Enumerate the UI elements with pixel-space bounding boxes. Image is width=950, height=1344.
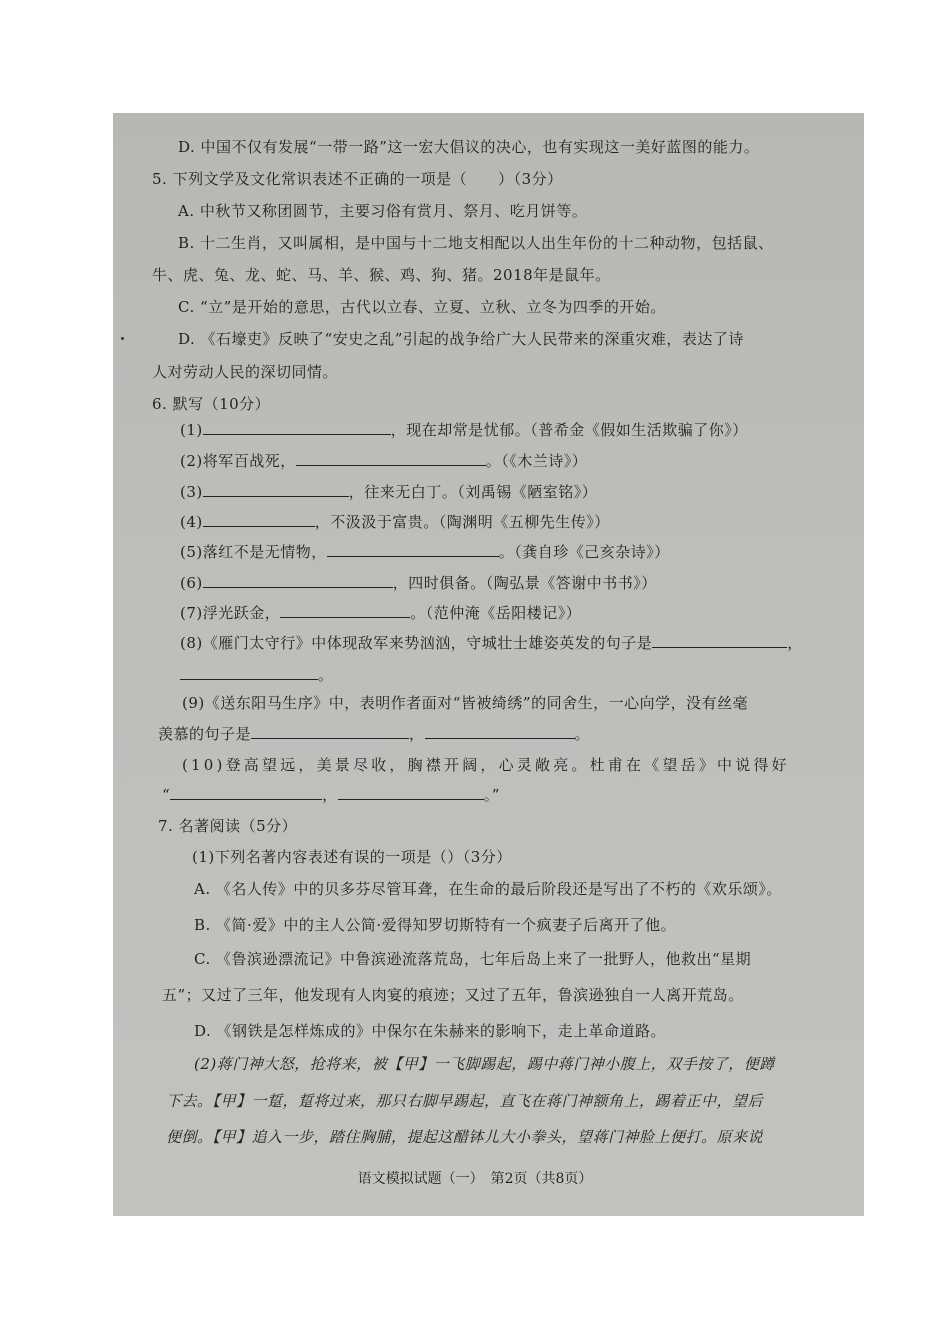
q5-option-c: C. “立”是开始的意思，古代以立春、立夏、立秋、立冬为四季的开始。: [178, 298, 666, 316]
answer-blank[interactable]: [425, 724, 575, 739]
q7-part-2-passage-cont: 下去。【甲】一踅，踅将过来，那只右脚早踢起，直飞在蒋门神额角上，踢着正中，望后: [166, 1092, 764, 1110]
q5-option-b: B. 十二生肖，又叫属相，是中国与十二地支相配以人出生年份的十二种动物，包括鼠、: [178, 234, 774, 252]
q5-option-d-cont: 人对劳动人民的深切同情。: [152, 363, 339, 381]
answer-blank[interactable]: [296, 451, 486, 466]
answer-blank[interactable]: [203, 573, 393, 588]
q6-item-3: (3) ，往来无白丁。（刘禹锡《陋室铭》）: [180, 483, 598, 501]
page-footer: 语文模拟试题（一） 第2页（共8页）: [357, 1171, 593, 1187]
q7-option-b: B. 《简·爱》中的主人公简·爱得知罗切斯特有一个疯妻子后离开了他。: [194, 916, 677, 934]
q6-item-2: (2)将军百战死， 。（《木兰诗》）: [180, 452, 588, 470]
answer-blank[interactable]: [280, 603, 410, 618]
q7-part-2-passage-cont2: 便倒。【甲】追入一步，踏住胸脯，提起这醋钵儿大小拳头，望蒋门神脸上便打。原来说: [166, 1128, 764, 1146]
answer-blank[interactable]: [180, 665, 318, 680]
q6-item-7: (7)浮光跃金， 。（范仲淹《岳阳楼记》）: [180, 604, 582, 622]
q5-option-b-cont: 牛、虎、兔、龙、蛇、马、羊、猴、鸡、狗、猪。2018年是鼠年。: [152, 266, 611, 284]
q6-item-9-cont: 羡慕的句子是 ， 。: [158, 725, 591, 743]
q6-item-4: (4) ，不汲汲于富贵。（陶渊明《五柳先生传》）: [180, 513, 610, 531]
q6-item-8: (8)《雁门太守行》中体现敌军来势汹汹，守城壮士雄姿英发的句子是 ，: [180, 634, 803, 652]
q7-part-1: (1)下列名著内容表述有误的一项是（）（3分）: [192, 848, 512, 866]
q5-option-a: A. 中秋节又称团圆节，主要习俗有赏月、祭月、吃月饼等。: [178, 202, 588, 220]
q7-option-a: A. 《名人传》中的贝多芬尽管耳聋，在生命的最后阶段还是写出了不朽的《欢乐颂》。: [194, 880, 782, 898]
q7-option-d: D. 《钢铁是怎样炼成的》中保尔在朱赫来的影响下，走上革命道路。: [194, 1022, 667, 1040]
q7-part-2-passage: (2)蒋门神大怒，抢将来，被【甲】一飞脚踢起，踢中蒋门神小腹上，双手按了，便蹲: [194, 1055, 775, 1073]
q6-item-10: (10)登高望远，美景尽收，胸襟开阔，心灵敞亮。杜甫在《望岳》中说得好: [182, 756, 790, 774]
question-6: 6. 默写（10分）: [152, 395, 271, 413]
q6-item-6: (6) ，四时俱备。（陶弘景《答谢中书书》）: [180, 574, 657, 592]
q6-item-5: (5)落红不是无情物， 。（龚自珍《己亥杂诗》）: [180, 543, 670, 561]
answer-blank[interactable]: [203, 420, 391, 435]
option-d-prev: D. 中国不仅有发展“一带一路”这一宏大倡议的决心，也有实现这一美好蓝图的能力。: [178, 138, 760, 156]
answer-blank[interactable]: [203, 512, 315, 527]
q5-option-d: D. 《石壕吏》反映了“安史之乱”引起的战争给广大人民带来的深重灾难，表达了诗: [178, 330, 744, 348]
q7-option-c: C. 《鲁滨逊漂流记》中鲁滨逊流落荒岛，七年后岛上来了一批野人，他救出“星期: [194, 950, 752, 968]
q6-item-1: (1) ，现在却常是忧郁。（普希金《假如生活欺骗了你》）: [180, 421, 748, 439]
q7-option-c-cont: 五”；又过了三年，他发现有人肉宴的痕迹；又过了五年，鲁滨逊独自一人离开荒岛。: [162, 986, 744, 1004]
answer-blank[interactable]: [251, 724, 409, 739]
answer-blank[interactable]: [327, 542, 499, 557]
q6-item-9: (9)《送东阳马生序》中，表明作者面对“皆被绮绣”的同舍生，一心向学，没有丝毫: [182, 694, 749, 712]
answer-blank[interactable]: [170, 785, 322, 800]
q6-item-8-cont: 。: [180, 664, 334, 685]
answer-blank[interactable]: [203, 482, 349, 497]
question-7: 7. 名著阅读（5分）: [158, 817, 298, 835]
question-5: 5. 下列文学及文化常识表述不正确的一项是（ ）（3分）: [152, 170, 563, 188]
answer-blank[interactable]: [652, 633, 787, 648]
margin-dot: [121, 337, 124, 340]
answer-blank[interactable]: [338, 785, 484, 800]
q6-item-10-cont: “ ， 。”: [162, 786, 500, 804]
